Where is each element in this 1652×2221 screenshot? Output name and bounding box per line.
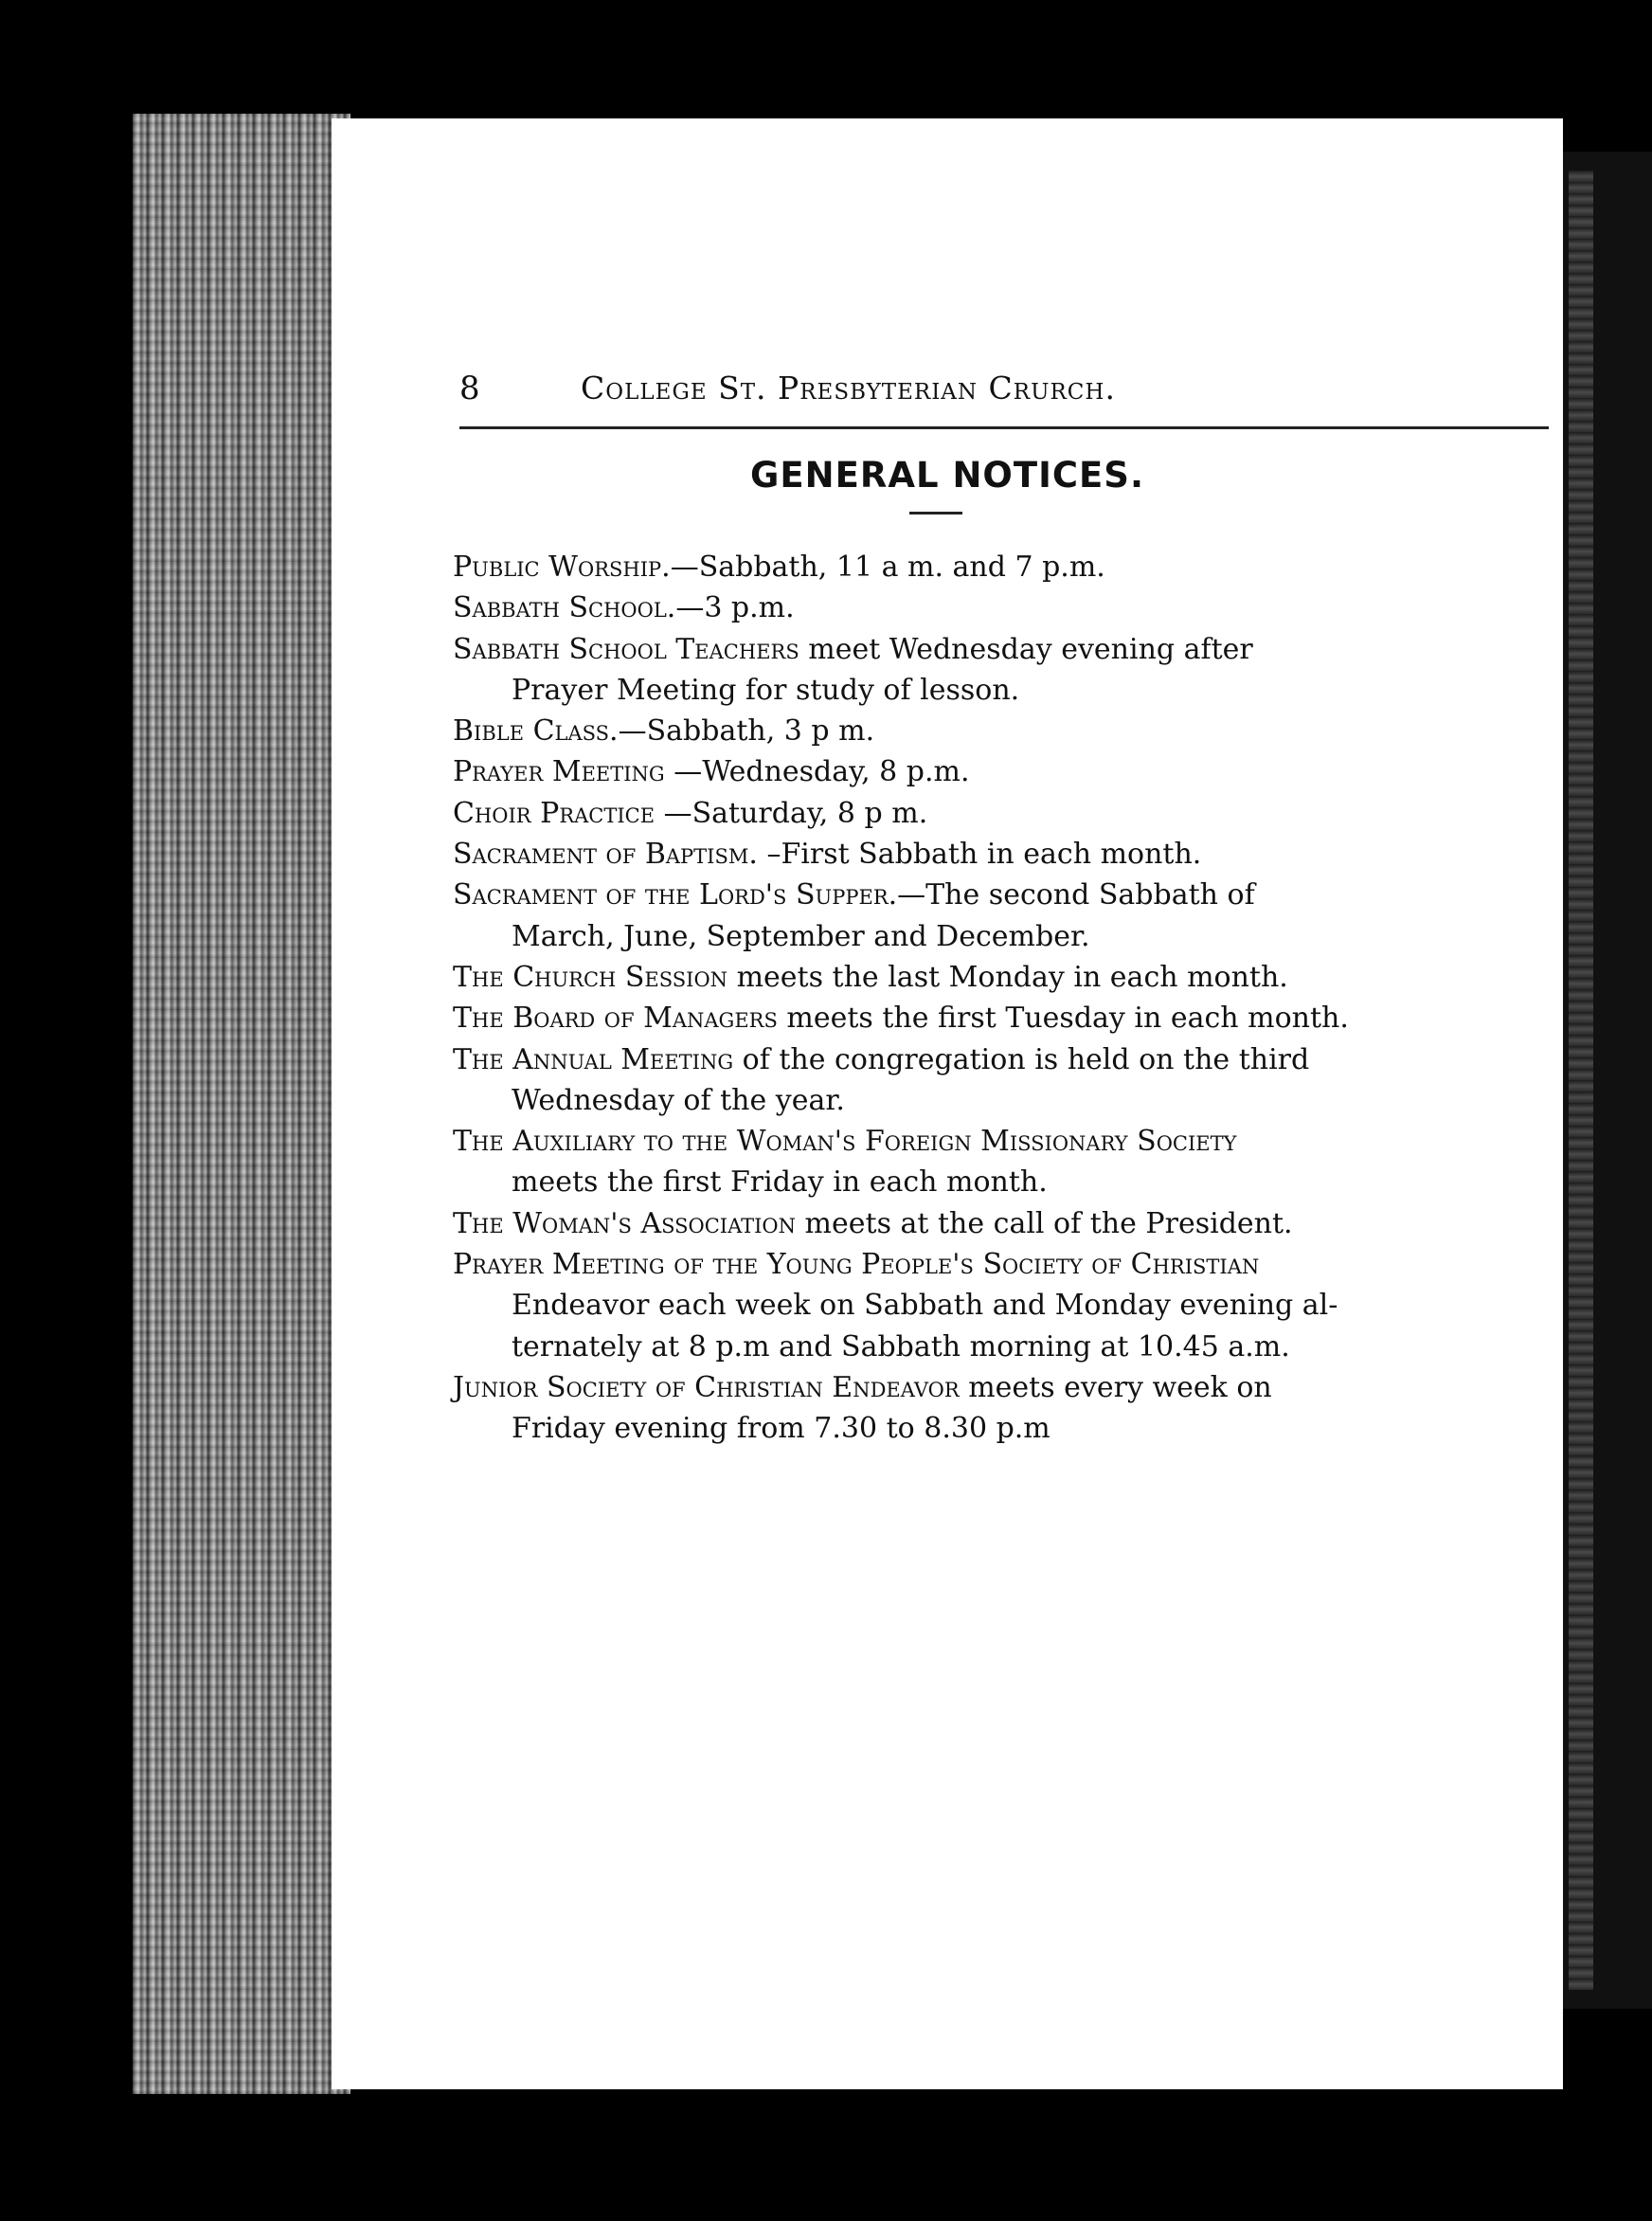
book-page (332, 118, 1563, 2089)
notice-church-session (453, 957, 1561, 998)
notice-annual-meeting (453, 1039, 1561, 1122)
notice-lead: Choir Practice (453, 796, 655, 830)
notice-prayer-meeting (453, 751, 1561, 792)
notice-text-continued: meets the first Friday in each month. (512, 1165, 1048, 1200)
notice-lead: Sabbath School. (453, 591, 676, 625)
notice-text-continued: Wednesday of the year. (512, 1083, 845, 1117)
notice-sabbath-school-teachers (453, 629, 1561, 712)
notice-lead: The Annual Meeting (453, 1042, 734, 1076)
notice-text: meets the first Tuesday in each month. (777, 1002, 1349, 1036)
notice-womans-association (453, 1203, 1561, 1244)
notice-sabbath-school (453, 587, 1561, 628)
notice-text: —Saturday, 8 p m. (655, 796, 928, 830)
heading-rule (909, 512, 962, 515)
page-number: 8 (459, 370, 480, 407)
notice-text: –First Sabbath in each month. (757, 838, 1202, 872)
notice-text-continued: Friday evening from 7.30 to 8.30 p.m (512, 1412, 1050, 1446)
running-title: College St. Presbyterian Crurch. (581, 370, 1116, 406)
notice-lead: The Church Session (453, 960, 728, 994)
facing-page-edge (1563, 152, 1652, 2009)
notice-text-continued: Prayer Meeting for study of lesson. (512, 673, 1020, 707)
notice-text-continued: ternately at 8 p.m and Sabbath morning at 10.45 a.m. (512, 1329, 1290, 1363)
notice-lead: The Board of Managers (453, 1002, 778, 1036)
notice-text: of the congregation is held on the third (733, 1042, 1310, 1076)
notice-lead: Prayer Meeting (453, 755, 665, 789)
notice-choir-practice (453, 793, 1561, 834)
section-heading: GENERAL NOTICES. (749, 455, 1145, 496)
running-header (459, 370, 1549, 426)
notice-text: —3 p.m. (675, 591, 795, 625)
notice-baptism (453, 834, 1561, 875)
notice-board-of-managers (453, 998, 1561, 1038)
notice-text: —Wednesday, 8 p.m. (664, 755, 970, 789)
notices-list (453, 547, 1561, 1450)
notice-text: —Sabbath, 3 p m. (618, 714, 875, 749)
notice-lead: The Auxiliary to the Woman's Foreign Missionary Society (453, 1125, 1237, 1159)
notice-young-peoples-society (453, 1244, 1561, 1367)
notice-text: meet Wednesday evening after (799, 632, 1253, 666)
notice-bible-class (453, 711, 1561, 751)
notice-text-continued: March, June, September and December. (512, 919, 1090, 953)
notice-lords-supper (453, 875, 1561, 957)
notice-lead: Bible Class. (453, 714, 619, 749)
notice-text: meets every week on (959, 1370, 1272, 1404)
notice-junior-society (453, 1367, 1561, 1450)
notice-lead: Prayer Meeting of the Young People's Society of Christian (453, 1248, 1260, 1282)
notice-text: —The second Sabbath of (897, 878, 1255, 912)
notice-lead: Sabbath School Teachers (453, 632, 799, 666)
notice-public-worship (453, 547, 1561, 587)
notice-lead: The Woman's Association (453, 1206, 797, 1240)
header-rule (459, 426, 1549, 429)
notice-auxiliary-missionary-society (453, 1121, 1561, 1203)
notice-lead: Junior Society of Christian Endeavor (453, 1370, 960, 1404)
notice-text: meets at the call of the President. (796, 1206, 1293, 1240)
page-edges (133, 114, 350, 2094)
notice-text: —Sabbath, 11 a m. and 7 p.m. (670, 551, 1105, 584)
notice-text-continued: Endeavor each week on Sabbath and Monday evening al- (512, 1289, 1338, 1323)
notice-lead: Sacrament of the Lord's Supper. (453, 878, 898, 912)
notice-lead: Sacrament of Baptism. (453, 838, 758, 872)
notice-lead: Public Worship. (453, 551, 671, 584)
notice-text: meets the last Monday in each month. (727, 960, 1288, 994)
